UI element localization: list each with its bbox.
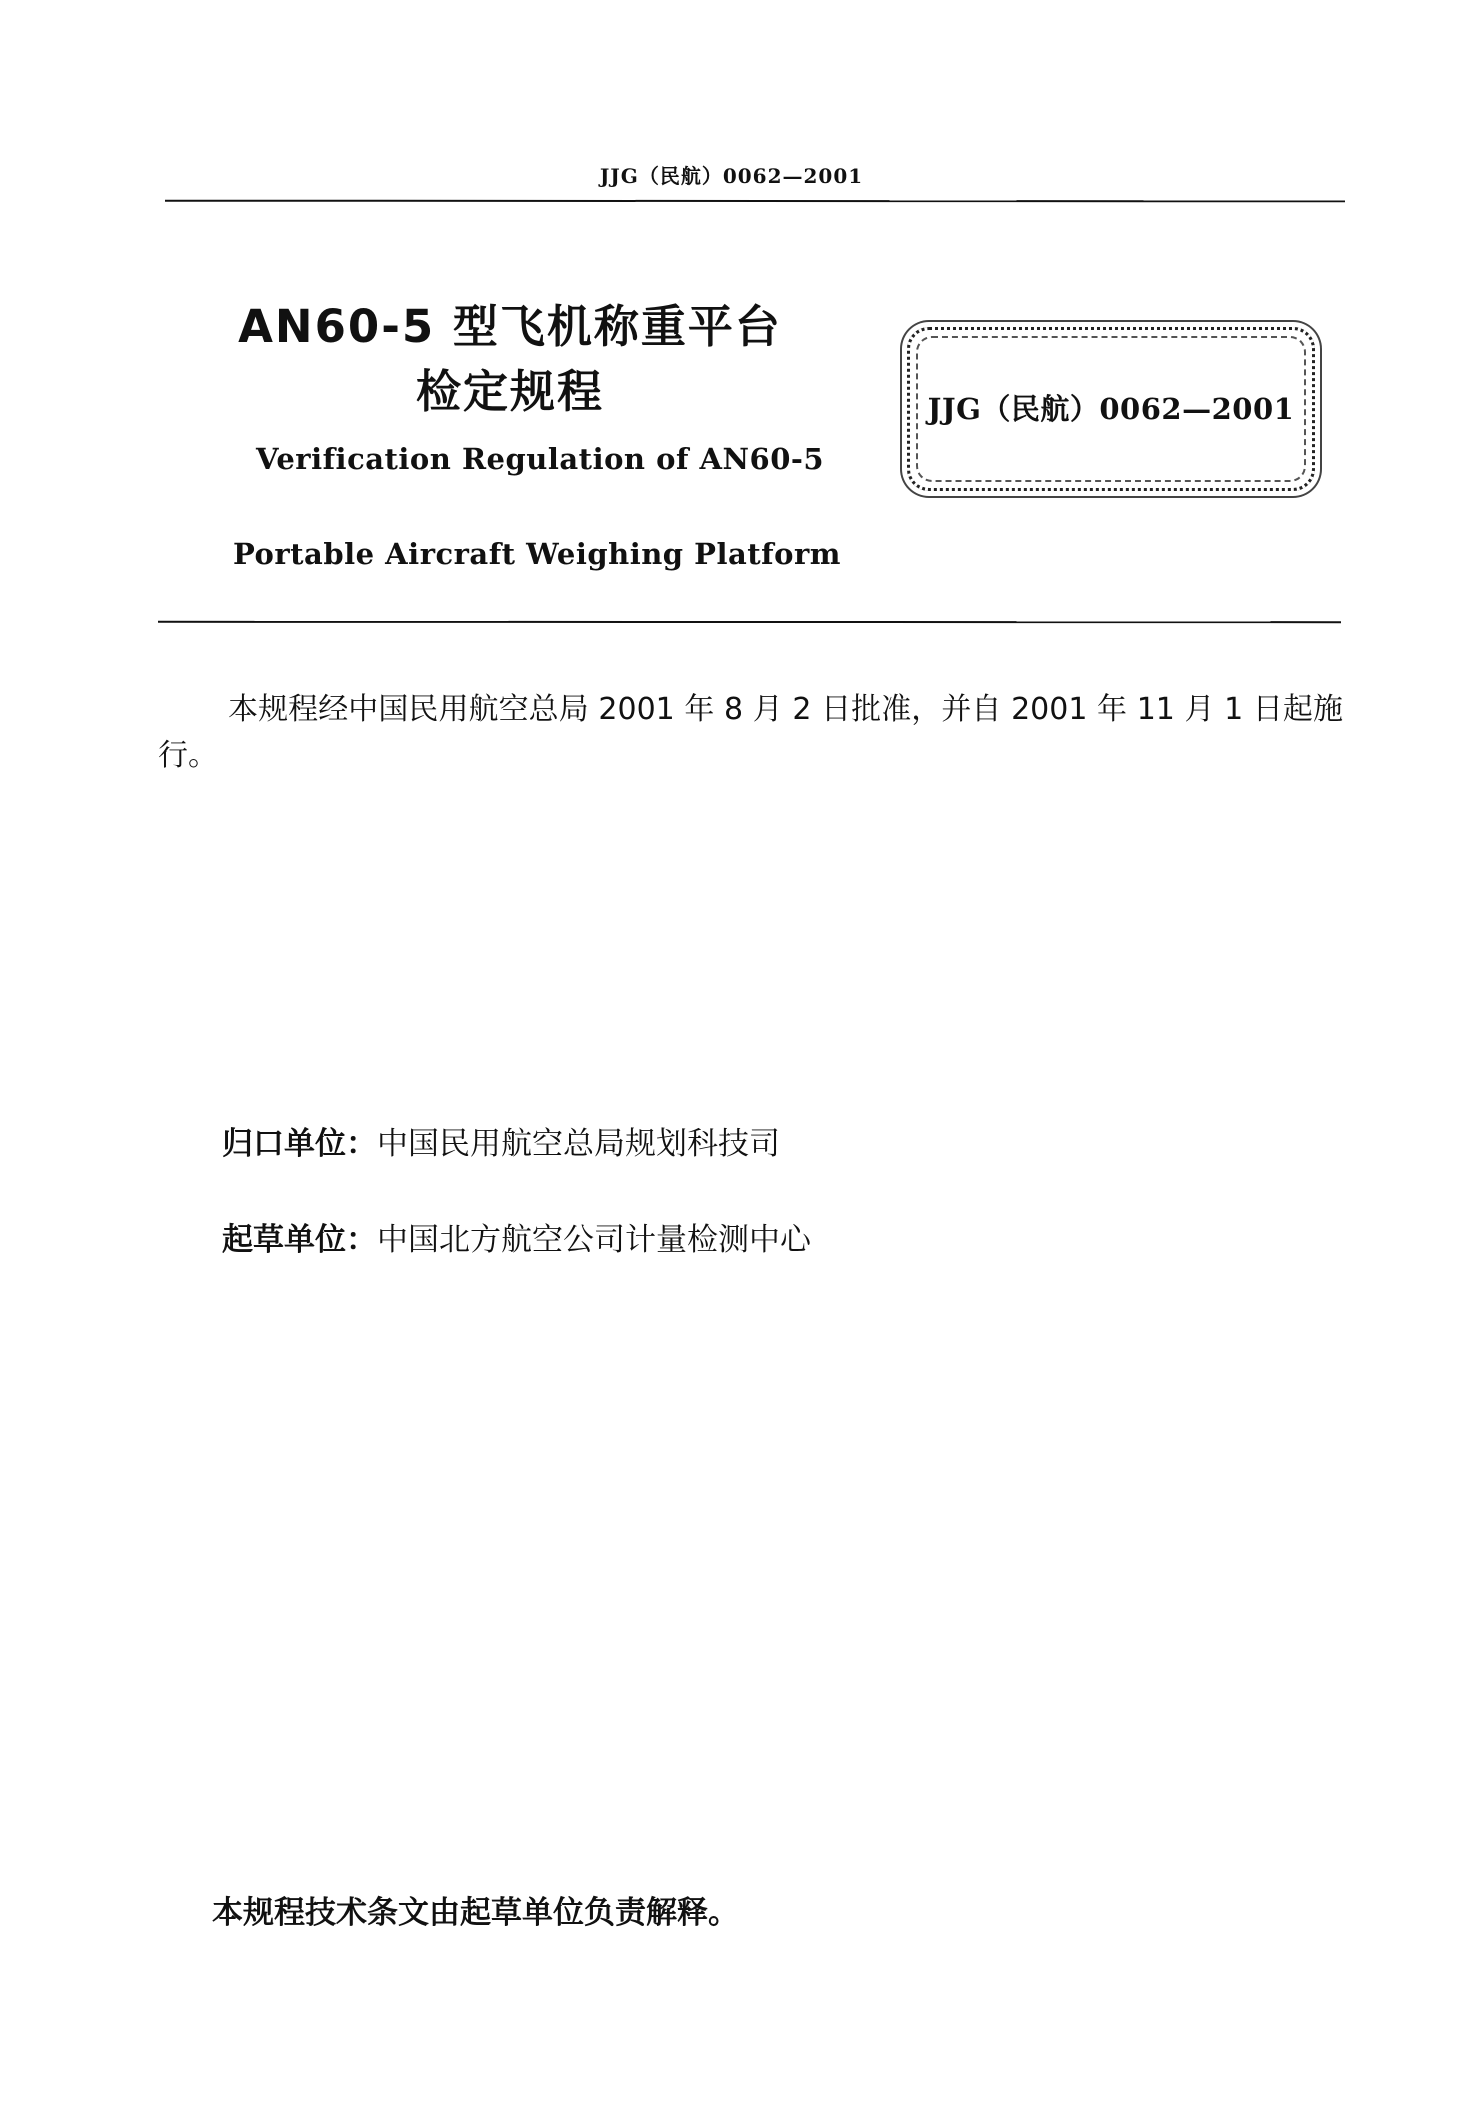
approval-statement: 本规程经中国民用航空总局 2001 年 8 月 2 日批准，并自 2001 年 11 月 1 日起施行。 [158, 692, 1343, 773]
responsible-unit-label: 归口单位： [222, 1126, 377, 1162]
responsible-unit-row [222, 1118, 780, 1163]
drafting-unit-row [222, 1214, 811, 1259]
title-divider-rule [158, 621, 1341, 623]
title-chinese-line2: 检定规程 [415, 365, 604, 418]
standard-code-stamp [907, 327, 1315, 491]
drafting-unit-value: 中国北方航空公司计量检测中心 [377, 1222, 811, 1258]
title-english-line1: Verification Regulation of AN60-5 [256, 442, 825, 476]
header-rule [165, 200, 1345, 203]
interpretation-note: 本规程技术条文由起草单位负责解释。 [212, 1895, 739, 1931]
responsible-unit-value: 中国民用航空总局规划科技司 [377, 1126, 780, 1162]
title-english-line2: Portable Aircraft Weighing Platform [233, 537, 841, 571]
stamp-code-text: JJG（民航）0062—2001 [927, 392, 1295, 426]
title-chinese-line1: AN60-5 型飞机称重平台 [238, 300, 782, 353]
drafting-unit-label: 起草单位： [222, 1222, 377, 1258]
running-header: JJG（民航）0062—2001 [599, 164, 864, 188]
